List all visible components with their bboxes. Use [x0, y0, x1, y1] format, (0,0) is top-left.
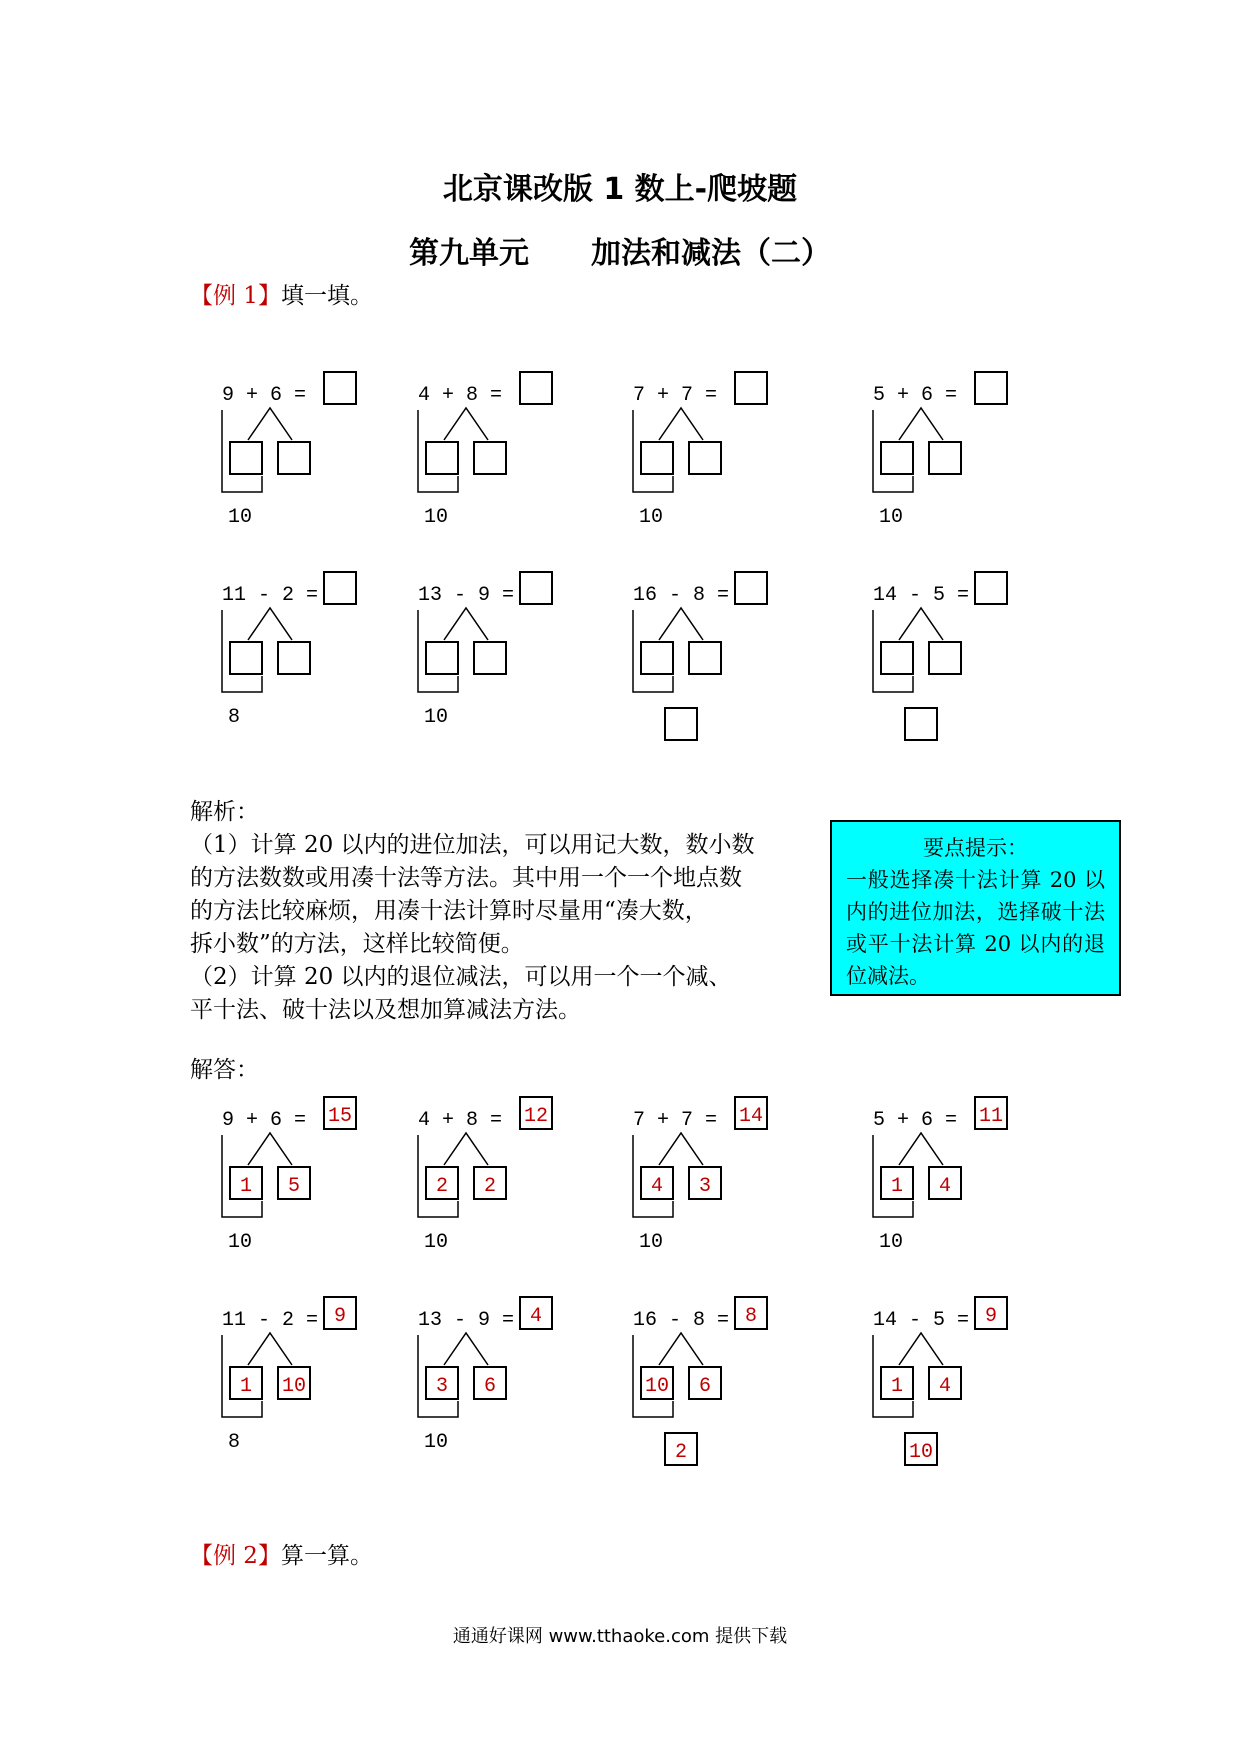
ten-label: 10: [228, 506, 253, 529]
ten-label: 10: [424, 1231, 449, 1254]
split-branch: [444, 608, 488, 640]
equation-text: 4 + 8 =: [418, 384, 503, 407]
part-box-value: 4: [938, 1175, 952, 1198]
part-box: [689, 442, 721, 474]
part-box: [278, 642, 310, 674]
part-box-value: 4: [938, 1375, 952, 1398]
key-points-box: [830, 820, 1121, 996]
split-branch: [659, 1133, 703, 1165]
ten-bracket: [633, 610, 673, 692]
part-box-value: 1: [890, 1175, 904, 1198]
part-box-value: 10: [644, 1375, 670, 1398]
example-2-label: 【例 2】: [190, 1543, 281, 1569]
analysis-line: （1）计算 20 以内的进位加法，可以用记大数，数小数: [190, 832, 755, 858]
part-box-value: 2: [483, 1175, 497, 1198]
equation-text: 14 - 5 =: [873, 1309, 970, 1332]
part-box-value: 2: [435, 1175, 449, 1198]
key-points-body: 一般选择凑十法计算 20 以内的进位加法，选择破十法或平十法计算 20 以内的退位减法。: [846, 868, 1105, 988]
split-branch: [444, 1333, 488, 1365]
ten-label: 10: [639, 506, 664, 529]
ten-bracket: [418, 610, 458, 692]
part-box-value: 1: [239, 1375, 253, 1398]
part-box: [689, 642, 721, 674]
part-box-value: 6: [483, 1375, 497, 1398]
ten-bracket: [222, 610, 262, 692]
answer-box: [520, 372, 552, 404]
ten-label: 10: [879, 506, 904, 529]
key-points-heading: 要点提示：: [923, 836, 1028, 860]
part-box-value: 3: [698, 1175, 712, 1198]
split-branch: [899, 608, 943, 640]
example-1-instruction: 填一填。: [280, 283, 373, 309]
answer-heading: 解答：: [190, 1057, 259, 1083]
part-box: [641, 442, 673, 474]
equation-text: 14 - 5 =: [873, 584, 970, 607]
part-box-value: 1: [890, 1375, 904, 1398]
ten-label: 8: [228, 1431, 241, 1454]
answer-box-value: 8: [744, 1305, 758, 1328]
analysis-line: 的方法比较麻烦，用凑十法计算时尽量用“凑大数，: [190, 898, 708, 924]
answer-box-value: 11: [978, 1105, 1004, 1128]
result-box: [905, 708, 937, 740]
ten-label: 8: [228, 706, 241, 729]
analysis-line: 拆小数”的方法，这样比较简便。: [190, 931, 524, 957]
part-box: [278, 442, 310, 474]
split-branch: [444, 408, 488, 440]
answer-box-value: 14: [738, 1105, 764, 1128]
footer-text: 通通好课网 www.tthaoke.com 提供下载: [452, 1626, 788, 1647]
equation-text: 16 - 8 =: [633, 1309, 730, 1332]
part-box: [230, 442, 262, 474]
split-branch: [899, 408, 943, 440]
analysis-section: [190, 796, 755, 1027]
answer-box-value: 9: [984, 1305, 998, 1328]
part-box: [641, 642, 673, 674]
part-box: [881, 642, 913, 674]
ten-bracket: [418, 410, 458, 492]
result-box-value: 10: [908, 1441, 934, 1464]
answer-box-value: 15: [327, 1105, 353, 1128]
example-2-heading: [190, 1540, 373, 1573]
split-branch: [444, 1133, 488, 1165]
part-box-value: 3: [435, 1375, 449, 1398]
answer-box: [520, 572, 552, 604]
analysis-line: 平十法、破十法以及想加算减法方法。: [190, 997, 581, 1023]
equation-text: 16 - 8 =: [633, 584, 730, 607]
equation-text: 5 + 6 =: [873, 384, 958, 407]
part-box-value: 4: [650, 1175, 664, 1198]
part-box: [929, 642, 961, 674]
page-title: 北京课改版 1 数上-爬坡题: [442, 172, 798, 207]
equation-text: 5 + 6 =: [873, 1109, 958, 1132]
equation-text: 9 + 6 =: [222, 384, 307, 407]
split-branch: [248, 608, 292, 640]
answer-box: [324, 372, 356, 404]
split-branch: [659, 408, 703, 440]
ten-label: 10: [424, 706, 449, 729]
answer-box-value: 9: [333, 1305, 347, 1328]
part-box: [929, 442, 961, 474]
equation-text: 4 + 8 =: [418, 1109, 503, 1132]
part-box: [230, 642, 262, 674]
result-box: [665, 708, 697, 740]
answer-box-value: 4: [529, 1305, 543, 1328]
ten-bracket: [633, 410, 673, 492]
answer-box: [735, 572, 767, 604]
part-box: [474, 642, 506, 674]
analysis-heading: 解析：: [190, 799, 259, 825]
example-2-instruction: 算一算。: [280, 1543, 373, 1569]
part-box: [474, 442, 506, 474]
split-branch: [659, 608, 703, 640]
part-box: [426, 442, 458, 474]
split-branch: [248, 1333, 292, 1365]
part-box: [426, 642, 458, 674]
answer-box: [735, 372, 767, 404]
answer-box: [975, 572, 1007, 604]
ten-label: 10: [228, 1231, 253, 1254]
analysis-line: （2）计算 20 以内的退位减法，可以用一个一个减、: [190, 964, 732, 990]
ten-bracket: [222, 410, 262, 492]
unit-number: 第九单元: [409, 236, 529, 271]
ten-bracket: [873, 610, 913, 692]
equation-text: 13 - 9 =: [418, 1309, 515, 1332]
part-box-value: 10: [281, 1375, 307, 1398]
equation-text: 11 - 2 =: [222, 1309, 319, 1332]
equation-text: 7 + 7 =: [633, 384, 718, 407]
answer-box-value: 12: [523, 1105, 549, 1128]
equation-text: 13 - 9 =: [418, 584, 515, 607]
analysis-line: 的方法数数或用凑十法等方法。其中用一个一个地点数: [190, 865, 742, 891]
part-box: [881, 442, 913, 474]
split-branch: [899, 1333, 943, 1365]
equation-text: 11 - 2 =: [222, 584, 319, 607]
split-branch: [248, 408, 292, 440]
unit-topic: 加法和减法（二）: [591, 236, 831, 271]
split-branch: [899, 1133, 943, 1165]
ten-bracket: [873, 410, 913, 492]
ten-label: 10: [879, 1231, 904, 1254]
answer-box: [324, 572, 356, 604]
example-1-label: 【例 1】: [190, 283, 281, 309]
equation-text: 9 + 6 =: [222, 1109, 307, 1132]
ten-label: 10: [424, 1431, 449, 1454]
part-box-value: 1: [239, 1175, 253, 1198]
part-box-value: 6: [698, 1375, 712, 1398]
ten-label: 10: [639, 1231, 664, 1254]
equation-text: 7 + 7 =: [633, 1109, 718, 1132]
split-branch: [248, 1133, 292, 1165]
split-branch: [659, 1333, 703, 1365]
ten-label: 10: [424, 506, 449, 529]
result-box-value: 2: [674, 1441, 688, 1464]
part-box-value: 5: [287, 1175, 301, 1198]
answer-box: [975, 372, 1007, 404]
